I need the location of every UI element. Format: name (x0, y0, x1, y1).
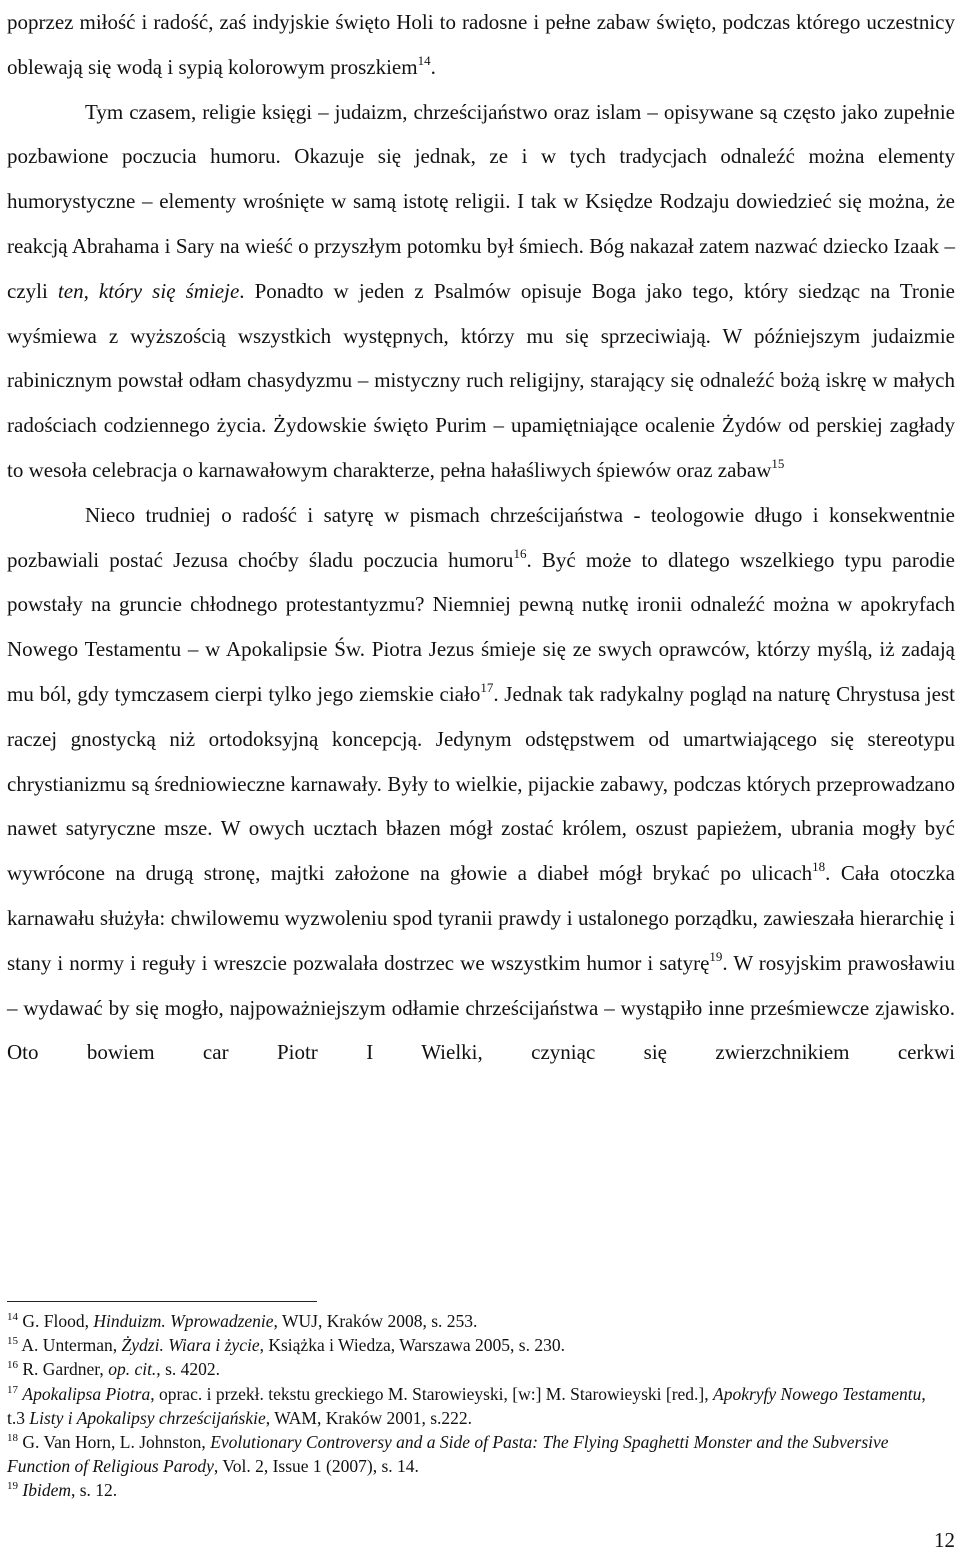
paragraph-text: . W rosyjskim prawosławiu – wydawać by się mogło, najpoważniejszym odłamie chrześcijaństwa – wystąpiło inne prześmiewcze zjawisko. Oto bowiem car Piotr I Wielki, czyniąc się zwierzchnikiem cerkwi (7, 950, 955, 1065)
footnote-number: 17 (7, 1383, 18, 1396)
footnote-text: G. Van Horn, L. Johnston, (22, 1432, 211, 1453)
footnote-14 (7, 1309, 947, 1333)
paragraph-text: . Ponadto w jeden z Psalmów opisuje Boga jako tego, który siedząc na Tronie wyśmiewa z wyższością wszystkich występnych, którzy mu się sprzeciwiają. W późniejszym judaizmie rabinicznym powstał odłam chasydyzmu – mistyczny ruch religijny, starający się odnaleźć bożą iskrę w małych radościach codziennego życia. Żydowskie święto Purim – upamiętniające ocalenie Żydów od perskiej zagłady to wesoła celebracja o karnawałowym charakterze, pełna hałaśliwych śpiewów oraz zabaw (7, 278, 956, 482)
paragraph-text: . Być może to dlatego wszelkiego typu parodie powstały na gruncie chłodnego protestantyzmu? Niemniej pewną nutkę ironii odnaleźć można w apokryfach Nowego Testamentu – w Apokalipsie Św. Piotra Jezus śmieje się ze swych oprawców, którzy myślą, iż zadają mu ból, gdy tymczasem cierpi tylko jego ziemskie ciało (7, 547, 955, 706)
footnote-title: Hinduizm. Wprowadzenie (93, 1311, 274, 1331)
footnote-text: , s. 12. (70, 1480, 118, 1501)
paragraph-text: Nieco trudniej o radość i satyrę w pismach chrześcijaństwa - teologowie długo i konsekwentnie pozbawiali postać Jezusa choćby śladu poczucia humoru (7, 502, 955, 572)
paragraph-text: . Cała otoczka karnawału służyła: chwilowemu wyzwoleniu spod tyranii prawdy i ustalonego porządku, zawieszała hierarchię i stany i normy i reguły i wreszcie pozwalała dostrzec we wszystkim humor i satyrę (7, 861, 955, 975)
footnote-text: G. Flood, (22, 1311, 94, 1331)
footnote-ref: 14 (417, 52, 431, 68)
footnote-ref: 16 (513, 545, 527, 561)
footnote-text: A. Unterman, (21, 1335, 122, 1356)
footnote-ref: 17 (480, 679, 494, 695)
footnote-separator (7, 1301, 317, 1302)
footnote-text: , t.3 (7, 1383, 926, 1428)
body-text (7, 0, 955, 1075)
paragraph-1: poprzez miłość i radość, zaś indyjskie święto Holi to radosne i pełne zabaw święto, podczas którego uczestnicy oblewają się wodą i sypią kolorowym proszkiem$^{14}$. (7, 10, 955, 79)
paragraph-text: Tym czasem, religie księgi – judaizm, chrześcijaństwo oraz islam – opisywane są często jako zupełnie pozbawione poczucia humoru. Okazuje się jednak, ze i w tych tradycjach odnaleźć można elementy humorystyczne – elementy wrośnięte w samą istotę religii. I tak w Księdze Rodzaju dowiedzieć się można, że reakcją Abrahama i Sary na wieść o przyszłym potomku był śmiech. Bóg nakazał zatem nazwać dziecko Izaak – czyli (7, 99, 955, 303)
footnote-number: 16 (7, 1359, 18, 1372)
footnote-title: Żydzi. Wiara i życie (121, 1335, 260, 1356)
footnote-text: , WUJ, Kraków 2008, s. 253. (273, 1311, 478, 1331)
footnote-16 (7, 1357, 947, 1381)
footnote-title: Evolutionary Controversy and a Side of Pasta: The Flying Spaghetti Monster and the Subversive Function of Religious Parody (7, 1432, 889, 1477)
paragraph-text: poprzez miłość i radość, zaś indyjskie święto Holi to radosne i pełne zabaw święto, podczas którego uczestnicy oblewają się wodą i sypią kolorowym proszkiem (7, 10, 955, 79)
footnote-ref: 18 (812, 859, 826, 875)
footnote-title: op. cit., (108, 1359, 161, 1380)
footnote-title: Apokryfy Nowego Testamentu (713, 1383, 922, 1404)
page-number: 12 (934, 1528, 955, 1552)
footnote-text: , Książka i Wiedza, Warszawa 2005, s. 230. (259, 1335, 565, 1356)
footnote-number: 19 (7, 1480, 18, 1493)
italic-quote: ten, który się śmieje (57, 278, 240, 303)
footnote-ref: 19 (709, 948, 723, 964)
footnote-18 (7, 1430, 947, 1478)
footnote-ref: 15 (771, 455, 785, 471)
footnote-number: 14 (7, 1311, 18, 1323)
footnote-number: 18 (7, 1432, 18, 1445)
footnote-text: R. Gardner, (22, 1359, 109, 1380)
paragraph-3 (7, 493, 955, 1075)
footnote-text: , WAM, Kraków 2001, s.222. (265, 1407, 473, 1428)
paragraph-2 (7, 90, 955, 493)
footnote-title: Apokalipsa Piotra (22, 1383, 151, 1404)
footnote-15 (7, 1333, 947, 1357)
footnote-19 (7, 1478, 947, 1502)
document-page (7, 0, 955, 1554)
footnotes (7, 1309, 947, 1503)
footnote-number: 15 (7, 1335, 18, 1348)
footnote-text: , Vol. 2, Issue 1 (2007), s. 14. (213, 1456, 419, 1477)
footnote-17 (7, 1382, 947, 1430)
footnote-text: , oprac. i przekł. tekstu greckiego M. Starowieyski, [w:] M. Starowieyski [red.], (150, 1383, 713, 1404)
footnote-text: s. 4202. (160, 1359, 220, 1380)
paragraph-text: . Jednak tak radykalny pogląd na naturę Chrystusa jest raczej gnostycką niż ortodoksyjną koncepcją. Jedynym odstępstwem od umartwiającego się stereotypu chrystianizmu są średniowieczne karnawały. Były to wielkie, pijackie zabawy, podczas których przeprowadzano nawet satyryczne msze. W owych ucztach błazen mógł zostać królem, oszust papieżem, ubrania mogły być wywrócone na drugą stronę, majtki założone na głowie a diabeł mógł brykać po ulicach (7, 681, 955, 886)
footnote-title: Listy i Apokalipsy chrześcijańskie (29, 1407, 266, 1428)
footnote-title: Ibidem (22, 1480, 71, 1501)
